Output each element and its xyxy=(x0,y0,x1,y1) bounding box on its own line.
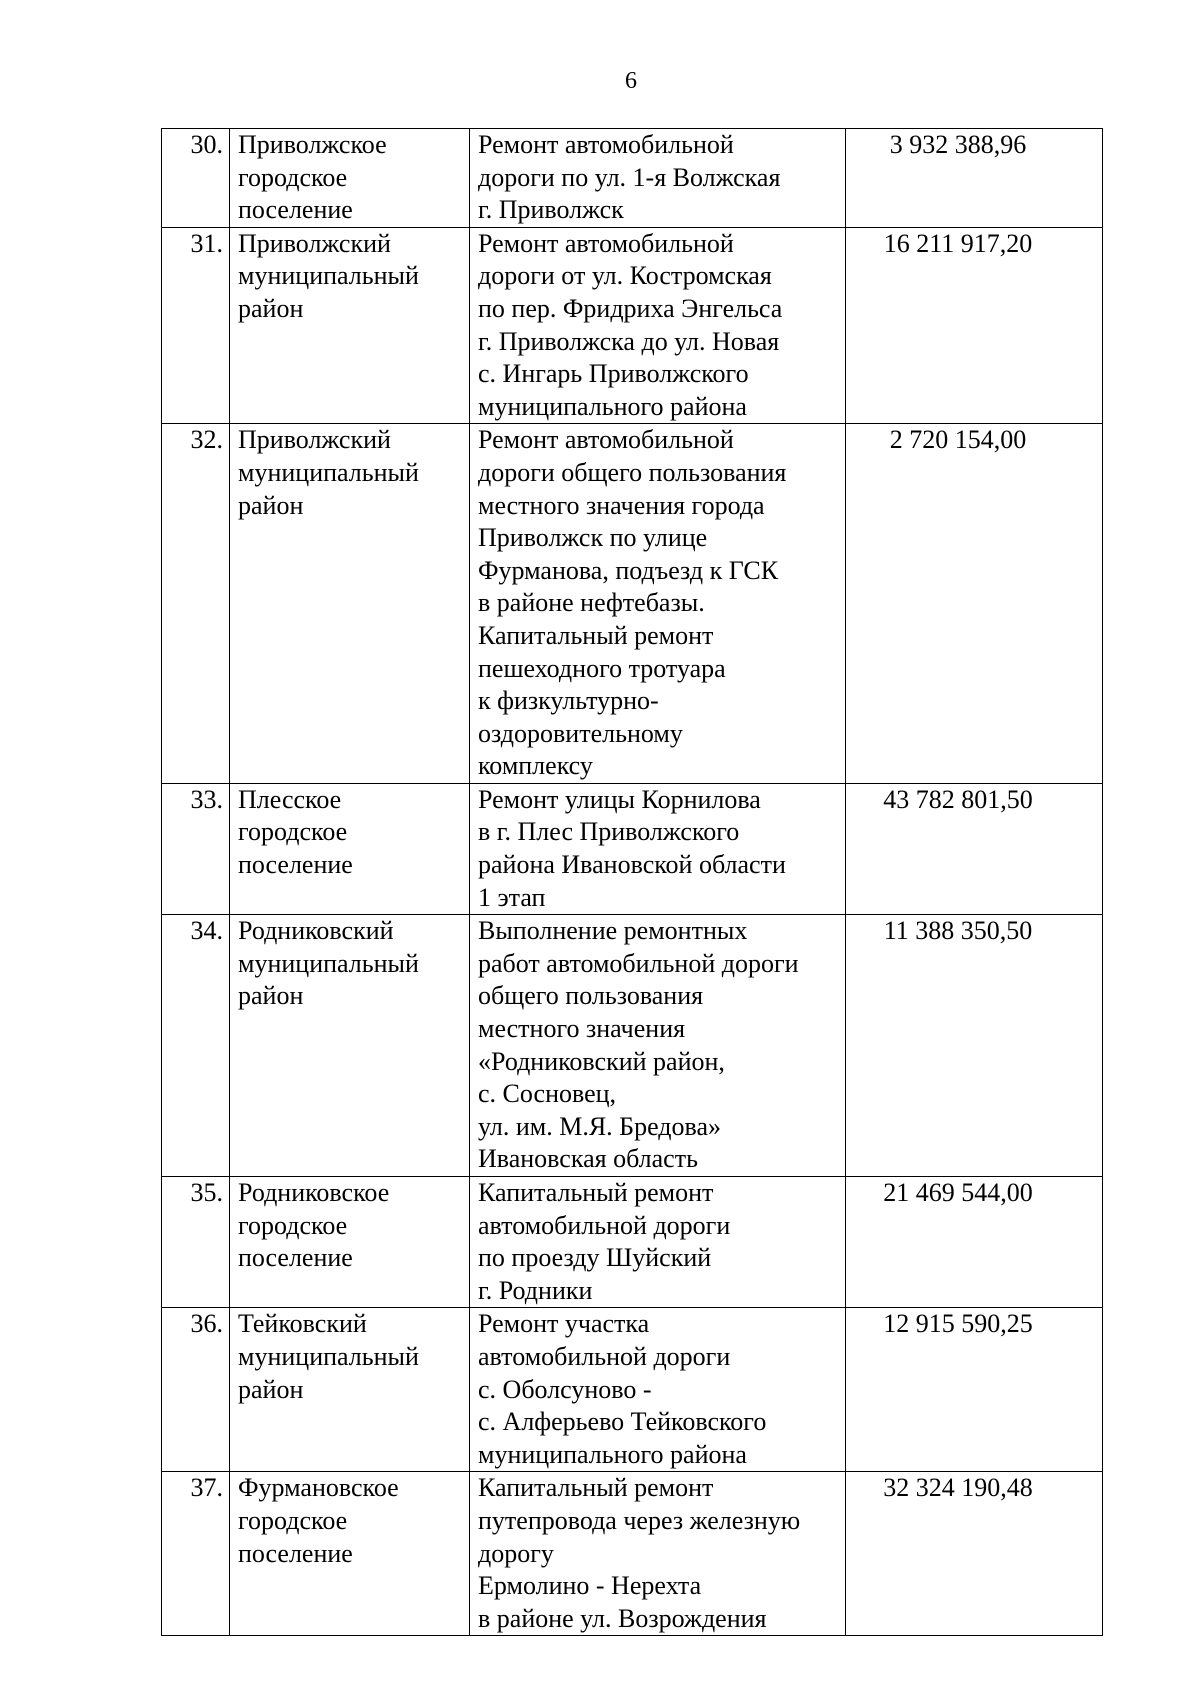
municipality-cell: Фурмановское городское поселение xyxy=(230,1472,470,1636)
municipality-cell: Приволжский муниципальный район xyxy=(230,227,470,424)
table-row xyxy=(162,227,1103,424)
table-row xyxy=(162,915,1103,1177)
table-row xyxy=(162,1308,1103,1472)
municipality-cell: Плесское городское поселение xyxy=(230,783,470,914)
row-number: 30. xyxy=(162,129,230,228)
description-cell: Капитальный ремонт путепровода через железную дорогу Ермолино - Нерехта в районе ул. Возрождения xyxy=(470,1472,846,1636)
table-row xyxy=(162,1472,1103,1636)
amount-cell: 3 932 388,96 xyxy=(846,129,1103,228)
table-row xyxy=(162,783,1103,914)
row-number: 37. xyxy=(162,1472,230,1636)
page-number: 6 xyxy=(625,68,637,94)
description-cell: Ремонт автомобильной дороги общего пользования местного значения города Приволжск по улице Фурманова, подъезд к ГСК в районе нефтебазы. Капитальный ремонт пешеходного тротуара к физкультурно- оздоровительному комплексу xyxy=(470,424,846,784)
amount-cell: 11 388 350,50 xyxy=(846,915,1103,1177)
municipality-cell: Приволжское городское поселение xyxy=(230,129,470,228)
description-cell: Выполнение ремонтных работ автомобильной дороги общего пользования местного значения «Родниковский район, с. Сосновец, ул. им. М.Я. Бредова» Ивановская область xyxy=(470,915,846,1177)
description-cell: Ремонт участка автомобильной дороги с. Оболсуново - с. Алферьево Тейковского муниципального района xyxy=(470,1308,846,1472)
description-cell: Ремонт улицы Корнилова в г. Плес Приволжского района Ивановской области 1 этап xyxy=(470,783,846,914)
municipality-cell: Тейковский муниципальный район xyxy=(230,1308,470,1472)
row-number: 31. xyxy=(162,227,230,424)
amount-cell: 16 211 917,20 xyxy=(846,227,1103,424)
municipality-cell: Приволжский муниципальный район xyxy=(230,424,470,784)
municipality-cell: Родниковский муниципальный район xyxy=(230,915,470,1177)
amount-cell: 43 782 801,50 xyxy=(846,783,1103,914)
description-cell: Ремонт автомобильной дороги по ул. 1-я Волжская г. Приволжск xyxy=(470,129,846,228)
municipality-cell: Родниковское городское поселение xyxy=(230,1177,470,1308)
amount-cell: 2 720 154,00 xyxy=(846,424,1103,784)
amount-cell: 21 469 544,00 xyxy=(846,1177,1103,1308)
description-cell: Ремонт автомобильной дороги от ул. Костромская по пер. Фридриха Энгельса г. Приволжска до ул. Новая с. Ингарь Приволжского муниципального района xyxy=(470,227,846,424)
table-row xyxy=(162,1177,1103,1308)
row-number: 32. xyxy=(162,424,230,784)
row-number: 36. xyxy=(162,1308,230,1472)
amount-cell: 32 324 190,48 xyxy=(846,1472,1103,1636)
row-number: 35. xyxy=(162,1177,230,1308)
table-row xyxy=(162,424,1103,784)
row-number: 34. xyxy=(162,915,230,1177)
amount-cell: 12 915 590,25 xyxy=(846,1308,1103,1472)
table-row xyxy=(162,129,1103,228)
road-repair-table xyxy=(161,128,1103,1636)
row-number: 33. xyxy=(162,783,230,914)
description-cell: Капитальный ремонт автомобильной дороги по проезду Шуйский г. Родники xyxy=(470,1177,846,1308)
